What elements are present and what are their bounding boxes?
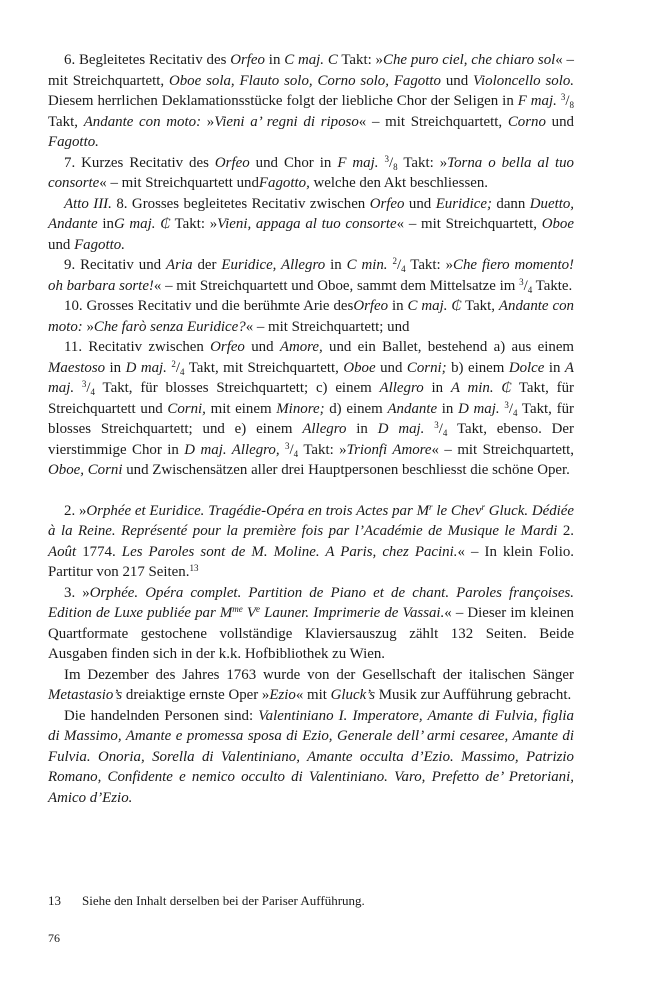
- text-run: Takt,: [48, 113, 84, 130]
- text-run: /: [565, 93, 570, 109]
- text-run: in: [423, 380, 451, 396]
- text-run: der: [192, 257, 222, 273]
- text-run: Fagotto,: [258, 175, 310, 191]
- text-run: « – mit Streichquartett; und: [245, 318, 410, 335]
- text-run: Launer. Imprimerie de Vassai.: [259, 605, 445, 621]
- text-run: Corni,: [167, 400, 206, 417]
- paragraph: [48, 194, 574, 256]
- text-run: Torna o bella al tuo consorte: [48, 154, 575, 191]
- text-run: Orphée. Opéra complet. Partition de Piano et de chant. Paroles françoises. Edition de Luxe publiée par M: [48, 584, 574, 621]
- text-run: « – mit Streichquartett und: [99, 175, 259, 191]
- text-run: in: [437, 400, 459, 417]
- paragraph: [48, 337, 574, 481]
- text-run: 7. Kurzes Recitativ des: [64, 154, 215, 171]
- text-run: « mit: [295, 687, 331, 703]
- text-run: in: [544, 359, 565, 376]
- text-run: 1774.: [76, 543, 122, 560]
- text-run: in: [97, 216, 114, 232]
- text-run: Corno: [507, 113, 546, 130]
- superscript: 3: [519, 276, 524, 287]
- text-run: »: [82, 318, 94, 335]
- text-run: « – mit Streichquartett,: [396, 216, 542, 232]
- text-run: Allegro: [302, 421, 347, 437]
- superscript: e: [255, 604, 260, 614]
- text-run: Vieni a’ regni di riposo: [214, 113, 359, 130]
- text-run: Musik zur Aufführung gebracht.: [375, 687, 572, 703]
- text-run: Aria: [166, 257, 193, 273]
- text-run: Orfeo: [353, 298, 389, 314]
- text-run: dann: [491, 195, 530, 212]
- superscript: 3: [434, 420, 439, 430]
- paragraph: [48, 583, 574, 665]
- text-run: und: [244, 339, 280, 355]
- paragraph: [48, 50, 574, 153]
- text-run: Oboe sola, Flauto solo, Corno solo, Fagotto: [168, 72, 441, 89]
- subscript: 4: [293, 448, 299, 459]
- text-run: Takt, für blosses Streichquartett; c) einem: [95, 380, 380, 396]
- text-run: C maj. ₵: [407, 298, 462, 314]
- text-run: Maestoso: [48, 359, 106, 376]
- text-run: Ezio: [269, 687, 296, 703]
- text-run: D maj.: [377, 421, 425, 437]
- text-run: Valentiniano I. Imperatore, Amante di Fulvia, figlia di Massimo, Amante e promessa sposa di Ezio, Generale dell’ armi cesaree, Amante di Fulvia. Onoria, Sorella di Valentiniano, Amante occulta d’Ezio. Massimo, Patrizio Romano, Confidente e nemico occulto di Valentiniano. Varo, Prefetto de’ Pretoriani, Amico d’Ezio.: [48, 707, 574, 806]
- text-run: [424, 421, 434, 437]
- text-run: dreiaktige ernste Oper »: [122, 687, 270, 703]
- text-run: Corni;: [406, 359, 447, 376]
- text-run: Orfeo: [210, 339, 245, 355]
- text-run: in: [346, 421, 378, 437]
- text-run: F maj.: [517, 93, 557, 109]
- subscript: 4: [90, 387, 96, 397]
- text-run: und: [48, 236, 75, 253]
- text-run: Oboe: [343, 359, 376, 376]
- text-run: « – mit Streichquartett und Oboe, sammt dem Mittelsatze im: [153, 277, 520, 294]
- footnote: [48, 892, 588, 910]
- text-run: /: [86, 380, 91, 396]
- text-run: welche den Akt beschliessen.: [309, 175, 489, 191]
- text-run: Takt: »: [298, 441, 347, 458]
- text-run: Takt, für Streichquartett und: [48, 380, 575, 417]
- paragraph: [48, 665, 574, 706]
- page-body: [48, 50, 574, 808]
- footnote-number: 13: [48, 893, 61, 908]
- text-run: « – mit Streichquartett,: [48, 52, 574, 89]
- text-run: C maj. C: [284, 52, 338, 68]
- text-run: 6. Begleitetes Recitativ des: [64, 52, 231, 68]
- text-run: Orphée et Euridice. Tragédie-Opéra en trois Actes par M: [86, 502, 430, 519]
- superscript: r: [481, 501, 485, 512]
- page-number: 76: [48, 931, 60, 945]
- subscript: 4: [527, 284, 533, 295]
- paragraph: [48, 501, 574, 583]
- text-run: Takt,: [461, 298, 499, 314]
- subscript: 4: [401, 264, 406, 274]
- text-run: 9. Recitativ und: [64, 257, 167, 273]
- section-gap: [48, 481, 574, 501]
- text-run: Amore,: [279, 339, 323, 355]
- superscript: 3: [285, 440, 290, 451]
- text-run: Orfeo: [214, 154, 250, 171]
- text-run: Août: [48, 543, 77, 560]
- superscript: 3: [560, 92, 566, 102]
- text-run: Andante con moto:: [48, 298, 574, 335]
- text-run: und: [440, 72, 474, 89]
- text-run: in: [325, 257, 347, 273]
- text-run: F maj.: [337, 154, 379, 171]
- text-run: Andante: [387, 400, 438, 417]
- text-run: in: [105, 359, 126, 376]
- text-run: 11. Recitativ zwischen: [64, 339, 211, 355]
- text-run: Euridice;: [435, 195, 492, 212]
- text-run: Les Paroles sont de M. Moline. A Paris, chez Pacini.: [121, 543, 458, 560]
- text-run: Takt, für blosses Streichquartett; und e) einem: [48, 400, 574, 437]
- text-run: Takt, ebenso. Der vierstimmige Chor in: [48, 421, 574, 458]
- superscript: 3: [384, 153, 389, 164]
- text-run: und: [404, 195, 436, 212]
- paragraph: [48, 153, 574, 194]
- text-run: b) einem: [446, 359, 509, 376]
- subscript: 4: [180, 366, 185, 377]
- text-run: « – mit Streichquartett,: [358, 113, 508, 130]
- text-run: /: [523, 277, 528, 294]
- superscript: 2: [392, 256, 397, 266]
- superscript: 3: [81, 379, 87, 389]
- text-run: Fagotto.: [74, 236, 125, 253]
- text-run: Duetto, Andante: [48, 195, 575, 232]
- text-run: « – mit Streichquartett,: [431, 441, 575, 458]
- subscript: 8: [393, 161, 398, 172]
- subscript: 8: [569, 100, 574, 110]
- text-run: Takt, mit Streichquartett,: [184, 359, 344, 376]
- text-run: « – Dieser im kleinen Quartformate gestochene vollständige Klaviersauszug zählt 132 Seiten. Beide Ausgaben finden sich in der k.k. Hofbibliothek zu Wien.: [48, 605, 574, 662]
- text-run: D maj.: [125, 359, 167, 376]
- text-run: Gluck. Dédiée à la Reine. Représenté pour la première fois par l’Académie de Musique le Mardi: [48, 502, 575, 539]
- text-run: 8. Grosses begleitetes Recitativ zwischen: [111, 195, 370, 212]
- text-run: Takt: »: [337, 52, 384, 68]
- text-run: [74, 380, 82, 396]
- text-run: « – In klein Folio. Partitur von 217 Seiten.: [48, 543, 574, 580]
- text-run: Violoncello solo.: [473, 72, 574, 89]
- text-run: D maj. Allegro,: [184, 441, 280, 458]
- text-run: A maj.: [48, 359, 575, 396]
- text-run: Takt: »: [170, 216, 218, 232]
- text-run: Allegro: [379, 380, 424, 396]
- text-run: und Zwischensätzen aller drei Hauptpersonen beschliesst die schöne Oper.: [122, 462, 570, 478]
- text-run: Atto III.: [64, 195, 112, 212]
- text-run: C min.: [346, 257, 388, 273]
- text-run: Oboe: [541, 216, 574, 232]
- text-run: /: [438, 421, 443, 437]
- text-run: /: [388, 154, 394, 171]
- text-run: Euridice, Allegro: [221, 257, 326, 273]
- text-run: G maj. ₵: [113, 216, 171, 232]
- paragraph: [48, 296, 574, 337]
- superscript: 13: [189, 563, 199, 573]
- text-run: Dolce: [508, 359, 545, 376]
- subscript: 4: [512, 407, 518, 418]
- text-run: Fagotto.: [48, 134, 99, 150]
- text-run: 3. »: [64, 584, 90, 601]
- text-run: D maj.: [458, 400, 500, 417]
- text-run: Orfeo: [230, 52, 265, 68]
- footnote-text: Siehe den Inhalt derselben bei der Pariser Aufführung.: [82, 893, 365, 908]
- superscript: r: [429, 501, 433, 512]
- text-run: in: [388, 298, 408, 314]
- text-run: le Chev: [432, 502, 482, 519]
- text-run: /: [289, 441, 294, 458]
- text-run: Che puro ciel, che chiaro sol: [383, 52, 556, 68]
- text-run: /: [396, 257, 402, 273]
- text-run: 10. Grosses Recitativ und die berühmte Arie des: [64, 298, 354, 314]
- text-run: Andante con moto:: [83, 113, 202, 130]
- text-run: Che farò senza Euridice?: [93, 318, 246, 335]
- text-run: Vieni, appaga al tuo consorte: [217, 216, 397, 232]
- paragraph: [48, 255, 574, 296]
- text-run: »: [201, 113, 215, 130]
- text-run: Metastasio’s: [48, 687, 123, 703]
- text-run: in: [264, 52, 285, 68]
- paragraph: [48, 706, 574, 809]
- text-run: Diesem herrlichen Deklamationsstücke folgt der liebliche Chor der Seligen in: [48, 93, 518, 109]
- text-run: und Chor in: [249, 154, 338, 171]
- text-run: und ein Ballet, bestehend a) aus einem: [322, 339, 575, 355]
- text-run: Takt: »: [397, 154, 448, 171]
- text-run: d) einem: [324, 400, 388, 417]
- text-run: Gluck’s: [330, 687, 376, 703]
- text-run: und: [545, 113, 574, 130]
- text-run: Trionfi Amore: [346, 441, 432, 458]
- text-run: und: [375, 359, 407, 376]
- text-run: 2.: [557, 523, 575, 539]
- text-run: V: [242, 605, 256, 621]
- text-run: Che fiero momento! oh barbara sorte!: [48, 257, 574, 294]
- text-run: Orfeo: [369, 195, 405, 212]
- text-run: Die handelnden Personen sind:: [64, 707, 259, 724]
- text-run: 2. »: [64, 502, 87, 519]
- text-run: A min. ₵: [450, 380, 512, 396]
- text-run: Minore;: [276, 400, 325, 417]
- text-run: Oboe, Corni: [48, 462, 123, 478]
- superscript: 3: [504, 399, 509, 410]
- superscript: me: [232, 604, 243, 614]
- text-run: /: [175, 359, 181, 376]
- subscript: 4: [442, 428, 448, 438]
- text-run: Takte.: [532, 277, 573, 294]
- text-run: /: [508, 400, 513, 417]
- text-run: Takt: »: [405, 257, 454, 273]
- text-run: Im Dezember des Jahres 1763 wurde von der Gesellschaft der italischen Sänger: [64, 666, 574, 683]
- text-run: mit einem: [205, 400, 277, 417]
- superscript: 2: [171, 358, 176, 369]
